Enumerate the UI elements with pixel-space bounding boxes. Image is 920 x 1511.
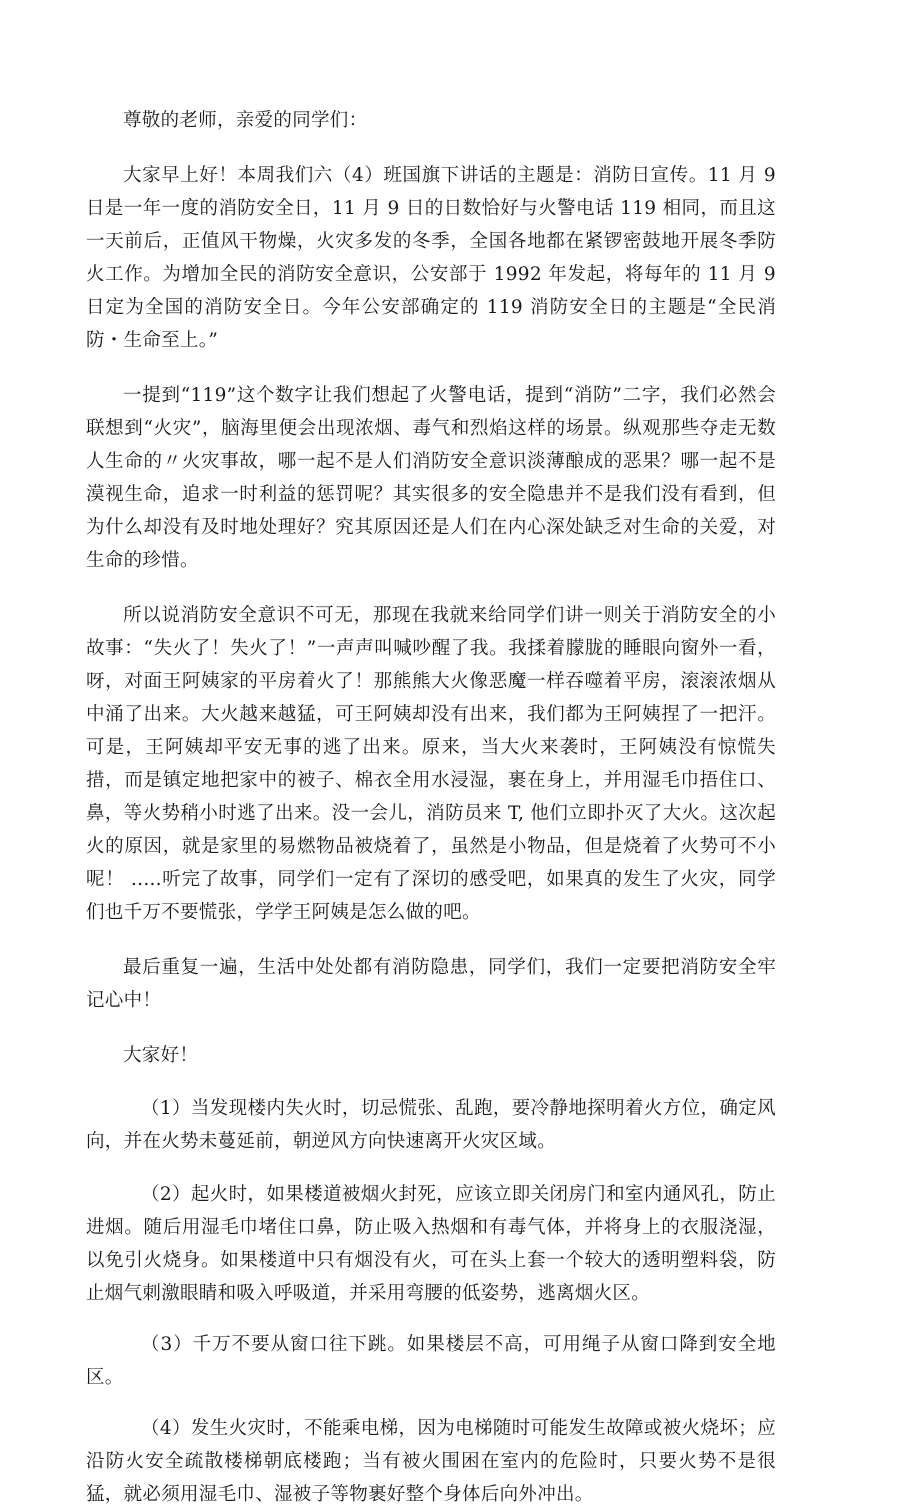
paragraph-closing: 最后重复一遍，生活中处处都有消防隐患，同学们，我们一定要把消防安全牢记心中！: [86, 957, 776, 1011]
paragraph-119: 一提到“119”这个数字让我们想起了火警电话，提到“消防”二字，我们必然会联想到“火灾”，脑海里便会出现浓烟、毒气和烈焰这样的场景。纵观那些夺走无数人生命的〃火灾事故，哪一起不是人们消防安全意识淡薄酿成的恶果？哪一起不是漠视生命，追求一时利益的惩罚呢？其实很多的安全隐患并不是我们没有看到，但为什么却没有及时地处理好？究其原因还是人们在内心深处缺乏对生命的关爱，对生命的珍惜。: [86, 385, 776, 571]
tip-item-1: （1）当发现楼内失火时，切忌慌张、乱跑，要冷静地探明着火方位，确定风向，并在火势未蔓延前，朝逆风方向快速离开火灾区域。: [86, 1098, 776, 1152]
document-page: [86, 104, 776, 1511]
salutation: 尊敬的老师，亲爱的同学们：: [123, 110, 368, 131]
paragraph-story: 所以说消防安全意识不可无，那现在我就来给同学们讲一则关于消防安全的小故事：“失火了！失火了！”一声声叫喊吵醒了我。我揉着朦胧的睡眼向窗外一看，呀，对面王阿姨家的平房着火了！那熊熊大火像恶魔一样吞噬着平房，滚滚浓烟从中涌了出来。大火越来越猛，可王阿姨却没有出来，我们都为王阿姨捏了一把汗。可是，王阿姨却平安无事的逃了出来。原来，当大火来袭时，王阿姨没有惊慌失措，而是镇定地把家中的被子、棉衣全用水浸湿，裹在身上，并用湿毛巾捂住口、鼻，等火势稍小时逃了出来。没一会儿，消防员来 T, 他们立即扑灭了大火。这次起火的原因，就是家里的易燃物品被烧着了，虽然是小物品，但是烧着了火势可不小呢！ .....听完了故事，同学们一定有了深切的感受吧，如果真的发生了火灾，同学们也千万不要慌张，学学王阿姨是怎么做的吧。: [86, 605, 776, 923]
paragraph-intro: 大家早上好！本周我们六（4）班国旗下讲话的主题是：消防日宣传。11 月 9 日是一年一度的消防安全日，11 月 9 日的日数恰好与火警电话 119 相同，而且这一天前后，正值风干物燥，火灾多发的冬季，全国各地都在紧锣密鼓地开展冬季防火工作。为增加全民的消防安全意识，公安部于 1992 年发起，将每年的 11 月 9 日定为全国的消防安全日。今年公安部确定的 119 消防安全日的主题是“全民消防・生命至上。”: [86, 165, 776, 351]
tip-item-3: （3）千万不要从窗口往下跳。如果楼层不高，可用绳子从窗口降到安全地区。: [86, 1334, 776, 1388]
tip-item-4: （4）发生火灾时，不能乘电梯，因为电梯随时可能发生故障或被火烧坏；应沿防火安全疏散楼梯朝底楼跑；当有被火围困在室内的危险时，只要火势不是很猛，就必须用湿毛巾、湿被子等物裹好整个身体后向外冲出。: [86, 1418, 776, 1505]
tip-item-2: （2）起火时，如果楼道被烟火封死，应该立即关闭房门和室内通风孔，防止进烟。随后用湿毛巾堵住口鼻，防止吸入热烟和有毒气体，并将身上的衣服浇湿，以免引火烧身。如果楼道中只有烟没有火，可在头上套一个较大的透明塑料袋，防止烟气刺激眼睛和吸入呼吸道，并采用弯腰的低姿势，逃离烟火区。: [86, 1184, 776, 1304]
greeting-second: 大家好！: [123, 1045, 199, 1066]
